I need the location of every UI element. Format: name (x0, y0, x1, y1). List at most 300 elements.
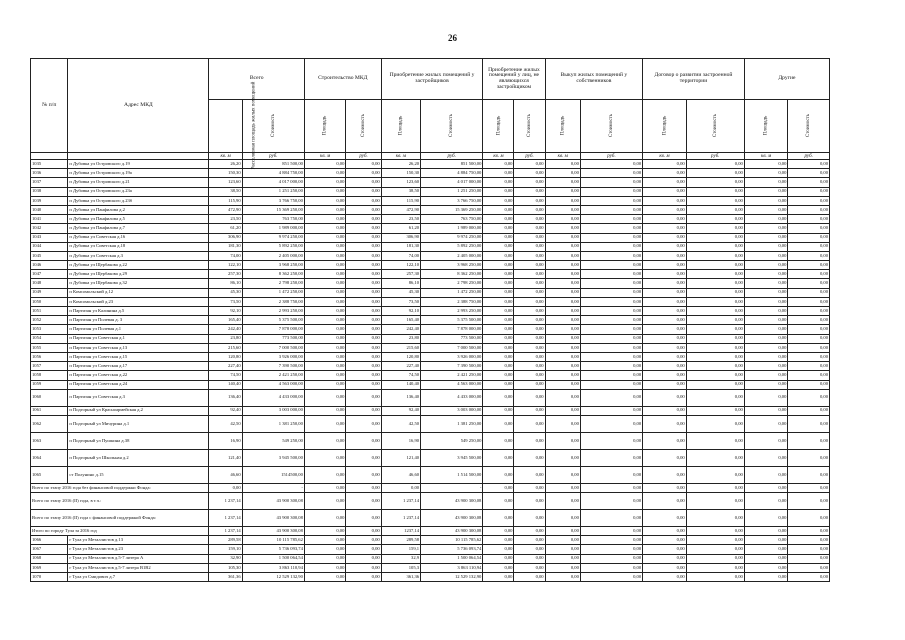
table-row (31, 415, 830, 432)
row-value: 0,00 (514, 449, 545, 466)
row-value: 0,00 (686, 325, 744, 334)
row-value: 0,00 (744, 196, 788, 205)
row-value: 74,50 (209, 371, 242, 380)
row-value: 0,00 (686, 554, 744, 563)
row-value: 8 362 250,00 (242, 270, 304, 279)
row-value: 549 250,00 (242, 432, 304, 449)
row-number: 1041 (31, 215, 68, 224)
row-value: 10 115 785,62 (242, 536, 304, 545)
row-value: 0,00 (483, 510, 514, 527)
row-value: 0,00 (744, 536, 788, 545)
row-value: 0,00 (514, 160, 545, 169)
row-value: 0,00 (346, 510, 381, 527)
row-address: п Дубовка ул Островского д.21 (68, 178, 209, 187)
row-value: 0,00 (545, 205, 580, 214)
row-value: 0,00 (545, 196, 580, 205)
row-value: 0,00 (514, 224, 545, 233)
row-address: п Дубовка ул Щербакова д.32 (68, 279, 209, 288)
row-value: 0,00 (643, 316, 687, 325)
row-value: 0,00 (580, 215, 642, 224)
row-value: 0,00 (643, 297, 687, 306)
row-value: 0,00 (304, 545, 346, 554)
row-value: 0,00 (304, 279, 346, 288)
row-value: 773 500,00 (242, 334, 304, 343)
row-value: 0,00 (744, 493, 788, 510)
row-value: 1 237,14 (381, 493, 420, 510)
row-value: 7 390 500,00 (242, 362, 304, 371)
row-value: 1237,14 (381, 527, 420, 536)
row-value: 43 900 300,08 (242, 510, 304, 527)
row-address: п Комсомольский д.23 (68, 297, 209, 306)
row-value: 150,30 (209, 169, 242, 178)
row-value: 0,00 (304, 215, 346, 224)
row-value: 0,00 (580, 205, 642, 214)
row-number: 1062 (31, 415, 68, 432)
row-value: 0,00 (788, 343, 830, 352)
row-value: 0,00 (545, 415, 580, 432)
row-value: 0,00 (346, 466, 381, 483)
row-address: п Подгорный ул Пушкина д.38 (68, 432, 209, 449)
row-value: 0,00 (788, 178, 830, 187)
row-value: 0,00 (744, 362, 788, 371)
row-value: 0,00 (346, 545, 381, 554)
row-value: 7 878 000,00 (421, 325, 483, 334)
row-value: 0,00 (580, 233, 642, 242)
table-row (31, 261, 830, 270)
row-value: 0,00 (514, 270, 545, 279)
row-value: 1 989 000,00 (242, 224, 304, 233)
row-value: 3 003 000,00 (421, 406, 483, 415)
row-value: 0,00 (744, 242, 788, 251)
row-value: 0,00 (483, 325, 514, 334)
row-number: 1053 (31, 325, 68, 334)
row-number: 1051 (31, 307, 68, 316)
row-value: 0,00 (545, 178, 580, 187)
row-value: 0,00 (788, 288, 830, 297)
row-value: 0,00 (483, 493, 514, 510)
row-value: 0,00 (643, 362, 687, 371)
row-value: 306,90 (209, 233, 242, 242)
row-value: 0,00 (788, 160, 830, 169)
row-address: п Подгорный ул Мичурина д.1 (68, 415, 209, 432)
header-sub-area: Площадь (744, 100, 788, 153)
row-value: 0,00 (788, 352, 830, 361)
row-value: 0,00 (686, 251, 744, 260)
row-number: 1063 (31, 432, 68, 449)
header-group-developer: Приобретение жилых помещений у застройщиков (381, 59, 483, 100)
row-value: 0,00 (514, 215, 545, 224)
row-value: 0,00 (580, 483, 642, 492)
row-value: 0,00 (580, 325, 642, 334)
row-number: 1067 (31, 545, 68, 554)
row-value: 0,00 (545, 389, 580, 406)
row-number: 1058 (31, 371, 68, 380)
row-value: 0,00 (346, 334, 381, 343)
row-value: 0,00 (643, 466, 687, 483)
row-value: 0,00 (483, 187, 514, 196)
row-value: 0,00 (686, 483, 744, 492)
row-value: 7 000 500,00 (242, 343, 304, 352)
row-value: 0,00 (483, 536, 514, 545)
header-group-non-developer: Приобретение жилых помещений у лиц, не являющихся застройщиком (483, 59, 545, 100)
row-value: 122,10 (209, 261, 242, 270)
row-value: 5 736 093,74 (242, 545, 304, 554)
header-sub-cost-total: Стоимость (242, 100, 304, 153)
row-value: 242,40 (209, 325, 242, 334)
resettlement-table (30, 58, 830, 582)
row-value: 16,90 (381, 432, 420, 449)
row-address: п Партизан ул Калинина д.5 (68, 307, 209, 316)
row-value: 1 251 250,00 (242, 187, 304, 196)
row-value: 0,00 (686, 224, 744, 233)
row-value: 0,00 (643, 415, 687, 432)
row-value: 0,00 (483, 389, 514, 406)
row-value: 120,80 (209, 352, 242, 361)
row-value: 0,00 (514, 554, 545, 563)
row-value: 0,00 (686, 573, 744, 582)
row-value: 0,00 (643, 251, 687, 260)
row-address: п Подгорный ул Школьная д.2 (68, 449, 209, 466)
row-value: 0,00 (744, 307, 788, 316)
row-value: 0,00 (580, 536, 642, 545)
table-row (31, 554, 830, 563)
row-value: 5 375 500,00 (242, 316, 304, 325)
row-value: 0,00 (580, 187, 642, 196)
row-value: 0,00 (483, 371, 514, 380)
header-group-other: Другие (744, 59, 829, 100)
row-value: 0,00 (643, 510, 687, 527)
row-address: п Дубовка ул Панфилова д.7 (68, 224, 209, 233)
row-value: 851 500,00 (421, 160, 483, 169)
row-value: 0,00 (483, 316, 514, 325)
row-value: 0,00 (304, 527, 346, 536)
row-value: 0,00 (545, 242, 580, 251)
row-value: 0,00 (686, 178, 744, 187)
row-value: 0,00 (304, 297, 346, 306)
row-value: 0,00 (643, 224, 687, 233)
row-value: 0,00 (788, 224, 830, 233)
row-value: 0,00 (514, 205, 545, 214)
row-value: 1 381 250,00 (421, 415, 483, 432)
row-value: 92,10 (209, 307, 242, 316)
row-value: 3 945 500,00 (242, 449, 304, 466)
row-number: 1038 (31, 187, 68, 196)
row-value: 38,50 (209, 187, 242, 196)
row-value: 0,00 (643, 389, 687, 406)
row-value: 0,00 (545, 270, 580, 279)
row-value: 92,40 (381, 406, 420, 415)
row-value: 0,00 (545, 261, 580, 270)
row-address: п Дубовка ул Советская д.3 (68, 251, 209, 260)
row-value: 0,00 (483, 205, 514, 214)
row-value: 0,00 (788, 261, 830, 270)
row-value: 0,00 (744, 432, 788, 449)
row-value: 0,00 (545, 527, 580, 536)
row-value: 0,00 (304, 352, 346, 361)
row-value: 0,00 (580, 406, 642, 415)
table-row (31, 406, 830, 415)
row-value: 0,00 (580, 380, 642, 389)
row-number: 1060 (31, 389, 68, 406)
row-value: 0,00 (643, 270, 687, 279)
row-number: 1055 (31, 343, 68, 352)
table-row (31, 545, 830, 554)
row-value: 0,00 (346, 527, 381, 536)
row-value: 0,00 (346, 205, 381, 214)
row-value: 0,00 (304, 242, 346, 251)
row-value: 0,00 (545, 307, 580, 316)
row-value: 0,00 (686, 545, 744, 554)
row-value: 361,36 (381, 573, 420, 582)
row-value: 0,00 (686, 449, 744, 466)
row-value: 0,00 (346, 493, 381, 510)
row-value: 1 989 000,00 (421, 224, 483, 233)
row-number: 1046 (31, 261, 68, 270)
header-address: Адрес МКД (68, 59, 209, 153)
row-value: 0,00 (788, 415, 830, 432)
row-value: 0,00 (483, 270, 514, 279)
row-value: 0,00 (788, 251, 830, 260)
row-value: 73,50 (209, 297, 242, 306)
row-value: 0,00 (744, 334, 788, 343)
row-value: 0,00 (788, 169, 830, 178)
row-value: 2 993 250,00 (242, 307, 304, 316)
row-address: п Партизан ул Советская д.17 (68, 362, 209, 371)
table-row (31, 343, 830, 352)
row-value: 0,00 (483, 352, 514, 361)
summary-row (31, 527, 830, 536)
row-value: 289,58 (381, 536, 420, 545)
row-value: 0,00 (304, 261, 346, 270)
row-value: 0,00 (686, 187, 744, 196)
row-value: 0,00 (545, 380, 580, 389)
row-value: 0,00 (304, 380, 346, 389)
summary-row (31, 483, 830, 492)
row-value: 0,00 (514, 545, 545, 554)
row-value: 0,00 (514, 406, 545, 415)
row-value: 0,00 (483, 160, 514, 169)
row-value: 0,00 (686, 169, 744, 178)
row-value: 0,00 (483, 224, 514, 233)
row-value: 0,00 (686, 343, 744, 352)
row-value: 0,00 (643, 352, 687, 361)
row-value: 0,00 (580, 169, 642, 178)
row-value: 0,00 (545, 545, 580, 554)
row-value: 0,00 (483, 215, 514, 224)
row-value: 0,00 (346, 483, 381, 492)
row-value: 361,36 (209, 573, 242, 582)
row-value: 0,00 (514, 261, 545, 270)
row-value: 0,00 (545, 510, 580, 527)
row-value: 3 926 000,00 (421, 352, 483, 361)
row-address: г Тула ул Металлистов д.13 (68, 536, 209, 545)
row-value: 0,00 (788, 307, 830, 316)
row-value: 0,00 (483, 288, 514, 297)
row-value: 0,00 (514, 288, 545, 297)
row-value: 0,00 (545, 233, 580, 242)
row-value: 0,00 (346, 573, 381, 582)
row-value: 0,00 (514, 380, 545, 389)
row-value: 0,00 (545, 251, 580, 260)
row-address: п Дубовка ул Панфилова д.5 (68, 215, 209, 224)
row-value: 23,80 (381, 334, 420, 343)
row-value: 242,40 (381, 325, 420, 334)
row-value: 92,40 (209, 406, 242, 415)
row-number: 1039 (31, 196, 68, 205)
row-value: 0,00 (346, 270, 381, 279)
row-value: 0,00 (304, 536, 346, 545)
row-value: 4 433 000,00 (421, 389, 483, 406)
row-value: 0,00 (788, 279, 830, 288)
row-value: 7 878 000,00 (242, 325, 304, 334)
row-value: 0,00 (686, 371, 744, 380)
row-value: 0,00 (346, 415, 381, 432)
row-value: 0,00 (483, 307, 514, 316)
row-value: 0,00 (346, 233, 381, 242)
row-value: 0,00 (304, 406, 346, 415)
row-value: 0,00 (514, 325, 545, 334)
table-row (31, 169, 830, 178)
header-sub-cost: Стоимость (421, 100, 483, 153)
row-value: 0,00 (483, 196, 514, 205)
row-value: 5 892 250,00 (421, 242, 483, 251)
row-value: 0,00 (483, 233, 514, 242)
table-row (31, 242, 830, 251)
row-value: 46,60 (209, 466, 242, 483)
row-number: 1061 (31, 406, 68, 415)
row-value: 1514500,00 (242, 466, 304, 483)
row-value: 0,00 (643, 334, 687, 343)
row-value: 159,10 (209, 545, 242, 554)
row-value: 0,00 (346, 279, 381, 288)
row-address: п Дубовка ул Щербакова д.22 (68, 261, 209, 270)
table-row (31, 251, 830, 260)
row-value: 0,00 (304, 334, 346, 343)
row-value: 0,00 (545, 316, 580, 325)
row-value: 289,58 (209, 536, 242, 545)
row-value: 0,00 (744, 297, 788, 306)
row-value: 0,00 (514, 187, 545, 196)
row-value: 0,00 (514, 352, 545, 361)
row-value: 0,00 (483, 545, 514, 554)
header-sub-area: Площадь (483, 100, 514, 153)
row-value: 0,00 (483, 251, 514, 260)
row-value: 0,00 (514, 251, 545, 260)
row-address: г Тула ул Металлистов д.5-7 литера А (68, 554, 209, 563)
row-value: 0,00 (346, 224, 381, 233)
row-value: 0,00 (346, 325, 381, 334)
row-value: 0,00 (643, 449, 687, 466)
row-value: 0,00 (483, 362, 514, 371)
row-value: 0,00 (580, 224, 642, 233)
row-value: 165,40 (209, 316, 242, 325)
row-value: 0,00 (788, 371, 830, 380)
row-value: 0,00 (483, 169, 514, 178)
row-value: 472,90 (381, 205, 420, 214)
row-value: 0,00 (514, 334, 545, 343)
row-value: 0,00 (545, 406, 580, 415)
row-number: 1052 (31, 316, 68, 325)
row-value: 0,00 (744, 466, 788, 483)
row-value: 0,00 (346, 196, 381, 205)
row-value: 26,20 (209, 160, 242, 169)
table-row (31, 196, 830, 205)
row-value: 9 974 250,00 (242, 233, 304, 242)
row-value: 0,00 (744, 205, 788, 214)
row-value: 0,00 (580, 251, 642, 260)
row-value: 0,00 (580, 178, 642, 187)
row-value: 5 736 093,74 (421, 545, 483, 554)
row-value: 121,40 (209, 449, 242, 466)
row-value: 0,00 (686, 160, 744, 169)
row-value: 0,00 (580, 389, 642, 406)
row-value: 123,60 (381, 178, 420, 187)
table-row (31, 352, 830, 361)
row-value: 0,00 (580, 545, 642, 554)
row-value: 0,00 (744, 406, 788, 415)
units-row: кв. м руб. кв. м руб. кв. м руб. кв. м руб. кв. м руб. кв. м руб. кв. м руб. (31, 153, 830, 160)
table-row (31, 563, 830, 572)
table-row (31, 432, 830, 449)
row-value: 0,00 (545, 224, 580, 233)
row-value: 0,00 (643, 279, 687, 288)
row-value: 0,00 (580, 297, 642, 306)
row-value: 2 405 000,00 (421, 251, 483, 260)
row-value: 0,00 (514, 233, 545, 242)
row-value: 0,00 (346, 307, 381, 316)
row-value: 0,00 (304, 466, 346, 483)
row-value: 15 369 250,00 (242, 205, 304, 214)
row-value: 0,00 (545, 160, 580, 169)
row-value: 16,90 (209, 432, 242, 449)
row-value: 0,00 (686, 563, 744, 572)
row-value: 0,00 (304, 288, 346, 297)
row-value: 181,30 (209, 242, 242, 251)
table-row (31, 205, 830, 214)
row-value: 0,00 (788, 554, 830, 563)
row-value: 0,00 (686, 406, 744, 415)
row-value: 2 388 750,00 (242, 297, 304, 306)
row-value: 0,00 (686, 380, 744, 389)
row-value: 0,00 (643, 325, 687, 334)
row-value: 0,00 (788, 325, 830, 334)
row-value: 0,00 (346, 316, 381, 325)
row-value: 0,00 (686, 205, 744, 214)
row-value: 0,00 (744, 380, 788, 389)
table-row (31, 215, 830, 224)
summary-label: Всего по этапу 2016 (II) года, в т.ч.: (31, 493, 209, 510)
row-value: 0,00 (304, 224, 346, 233)
row-value: 0,00 (580, 554, 642, 563)
row-value: 0,00 (686, 527, 744, 536)
row-value: 43 900 300,08 (421, 510, 483, 527)
row-value: 0,00 (744, 288, 788, 297)
row-value: 257,30 (381, 270, 420, 279)
row-value: 0,00 (483, 432, 514, 449)
row-value: 0,00 (304, 196, 346, 205)
row-value: 74,50 (381, 371, 420, 380)
row-number: 1066 (31, 536, 68, 545)
row-value: 0,00 (545, 215, 580, 224)
row-value: 0,00 (686, 493, 744, 510)
row-value: 0,00 (643, 371, 687, 380)
row-value: 2 405 000,00 (242, 251, 304, 260)
row-value: 0,00 (580, 196, 642, 205)
row-value: 0,00 (580, 242, 642, 251)
row-number: 1065 (31, 466, 68, 483)
row-value: 61,20 (381, 224, 420, 233)
table-row (31, 233, 830, 242)
